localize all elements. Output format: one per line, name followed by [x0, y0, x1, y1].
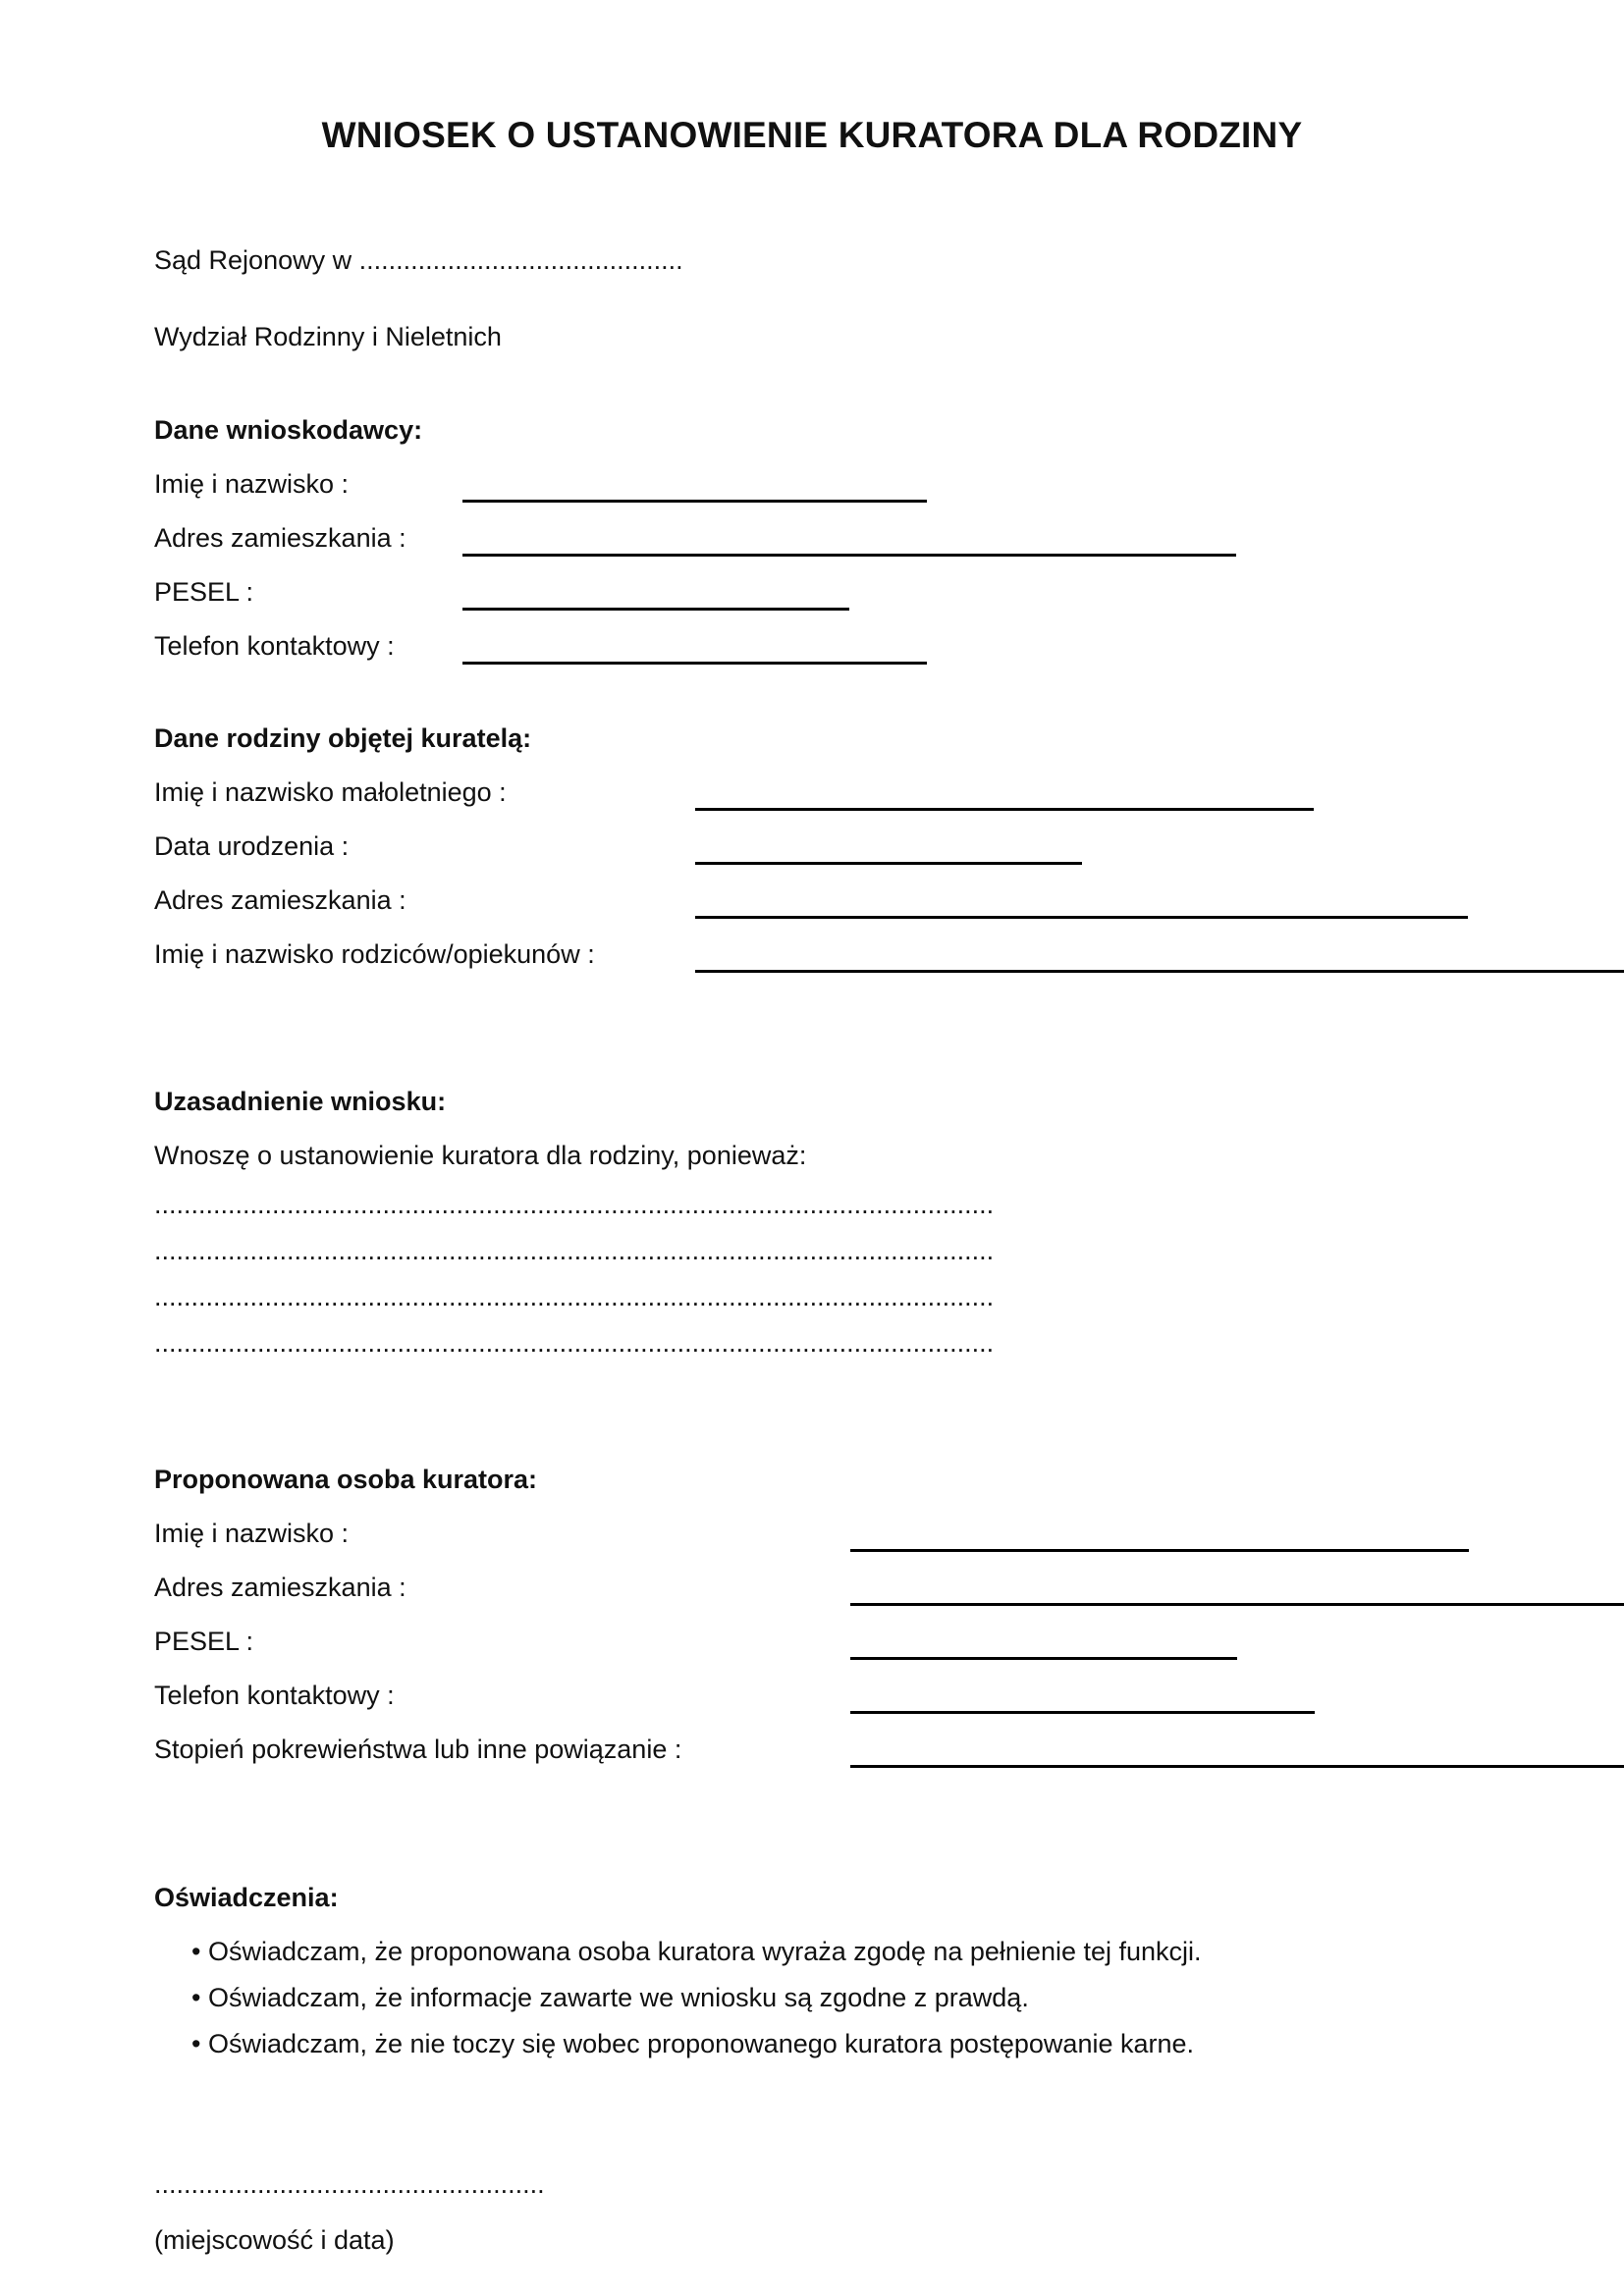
family-address-label: Adres zamieszkania :	[154, 885, 406, 915]
statement-item: • Oświadczam, że nie toczy się wobec proponowanego kuratora postępowanie karne.	[191, 2029, 1195, 2058]
curator-address-field[interactable]	[850, 1603, 1624, 1606]
curator-relation-field[interactable]	[850, 1765, 1624, 1768]
applicant-phone-label: Telefon kontaktowy :	[154, 631, 395, 661]
applicant-phone-field[interactable]	[462, 662, 927, 665]
statement-item: • Oświadczam, że proponowana osoba kuratora wyraża zgodę na pełnienie tej funkcji.	[191, 1937, 1202, 1966]
applicant-name-label: Imię i nazwisko :	[154, 469, 350, 499]
minor-name-label: Imię i nazwisko małoletniego :	[154, 777, 507, 807]
curator-phone-label: Telefon kontaktowy :	[154, 1681, 395, 1710]
statement-item: • Oświadczam, że informacje zawarte we wniosku są zgodne z prawdą.	[191, 1983, 1029, 2012]
curator-name-label: Imię i nazwisko :	[154, 1519, 350, 1548]
birth-date-label: Data urodzenia :	[154, 831, 350, 861]
curator-name-field[interactable]	[850, 1549, 1469, 1552]
justification-heading: Uzasadnienie wniosku:	[154, 1087, 447, 1116]
minor-name-field[interactable]	[695, 808, 1314, 811]
curator-pesel-field[interactable]	[850, 1657, 1237, 1660]
applicant-address-field[interactable]	[462, 554, 1236, 557]
applicant-address-label: Adres zamieszkania :	[154, 523, 406, 553]
justification-line-2[interactable]: ..................................................................................................................	[154, 1236, 995, 1265]
curator-address-label: Adres zamieszkania :	[154, 1573, 406, 1602]
birth-date-field[interactable]	[695, 862, 1082, 865]
applicant-pesel-label: PESEL :	[154, 577, 254, 607]
applicant-name-field[interactable]	[462, 500, 927, 503]
family-address-field[interactable]	[695, 916, 1468, 919]
court-line: Sąd Rejonowy w ............................................	[154, 245, 683, 275]
place-date-label: (miejscowość i data)	[154, 2225, 395, 2255]
justification-line-3[interactable]: ..................................................................................................................	[154, 1282, 995, 1311]
court-department: Wydział Rodzinny i Nieletnich	[154, 322, 502, 351]
curator-phone-field[interactable]	[850, 1711, 1315, 1714]
parents-name-field[interactable]	[695, 970, 1624, 973]
justification-line-4[interactable]: ..................................................................................................................	[154, 1328, 995, 1358]
statements-heading: Oświadczenia:	[154, 1883, 339, 1912]
justification-line-1[interactable]: ..................................................................................................................	[154, 1190, 995, 1219]
document-title: WNIOSEK O USTANOWIENIE KURATORA DLA RODZINY	[321, 115, 1303, 155]
parents-name-label: Imię i nazwisko rodziców/opiekunów :	[154, 939, 595, 969]
curator-pesel-label: PESEL :	[154, 1627, 254, 1656]
applicant-heading: Dane wnioskodawcy:	[154, 415, 423, 445]
applicant-pesel-field[interactable]	[462, 608, 849, 611]
curator-heading: Proponowana osoba kuratora:	[154, 1465, 538, 1494]
curator-relation-label: Stopień pokrewieństwa lub inne powiązanie :	[154, 1735, 682, 1764]
justification-intro: Wnoszę o ustanowienie kuratora dla rodziny, ponieważ:	[154, 1141, 807, 1170]
place-date-dots[interactable]: .....................................................	[154, 2169, 545, 2199]
family-heading: Dane rodziny objętej kuratelą:	[154, 723, 532, 753]
